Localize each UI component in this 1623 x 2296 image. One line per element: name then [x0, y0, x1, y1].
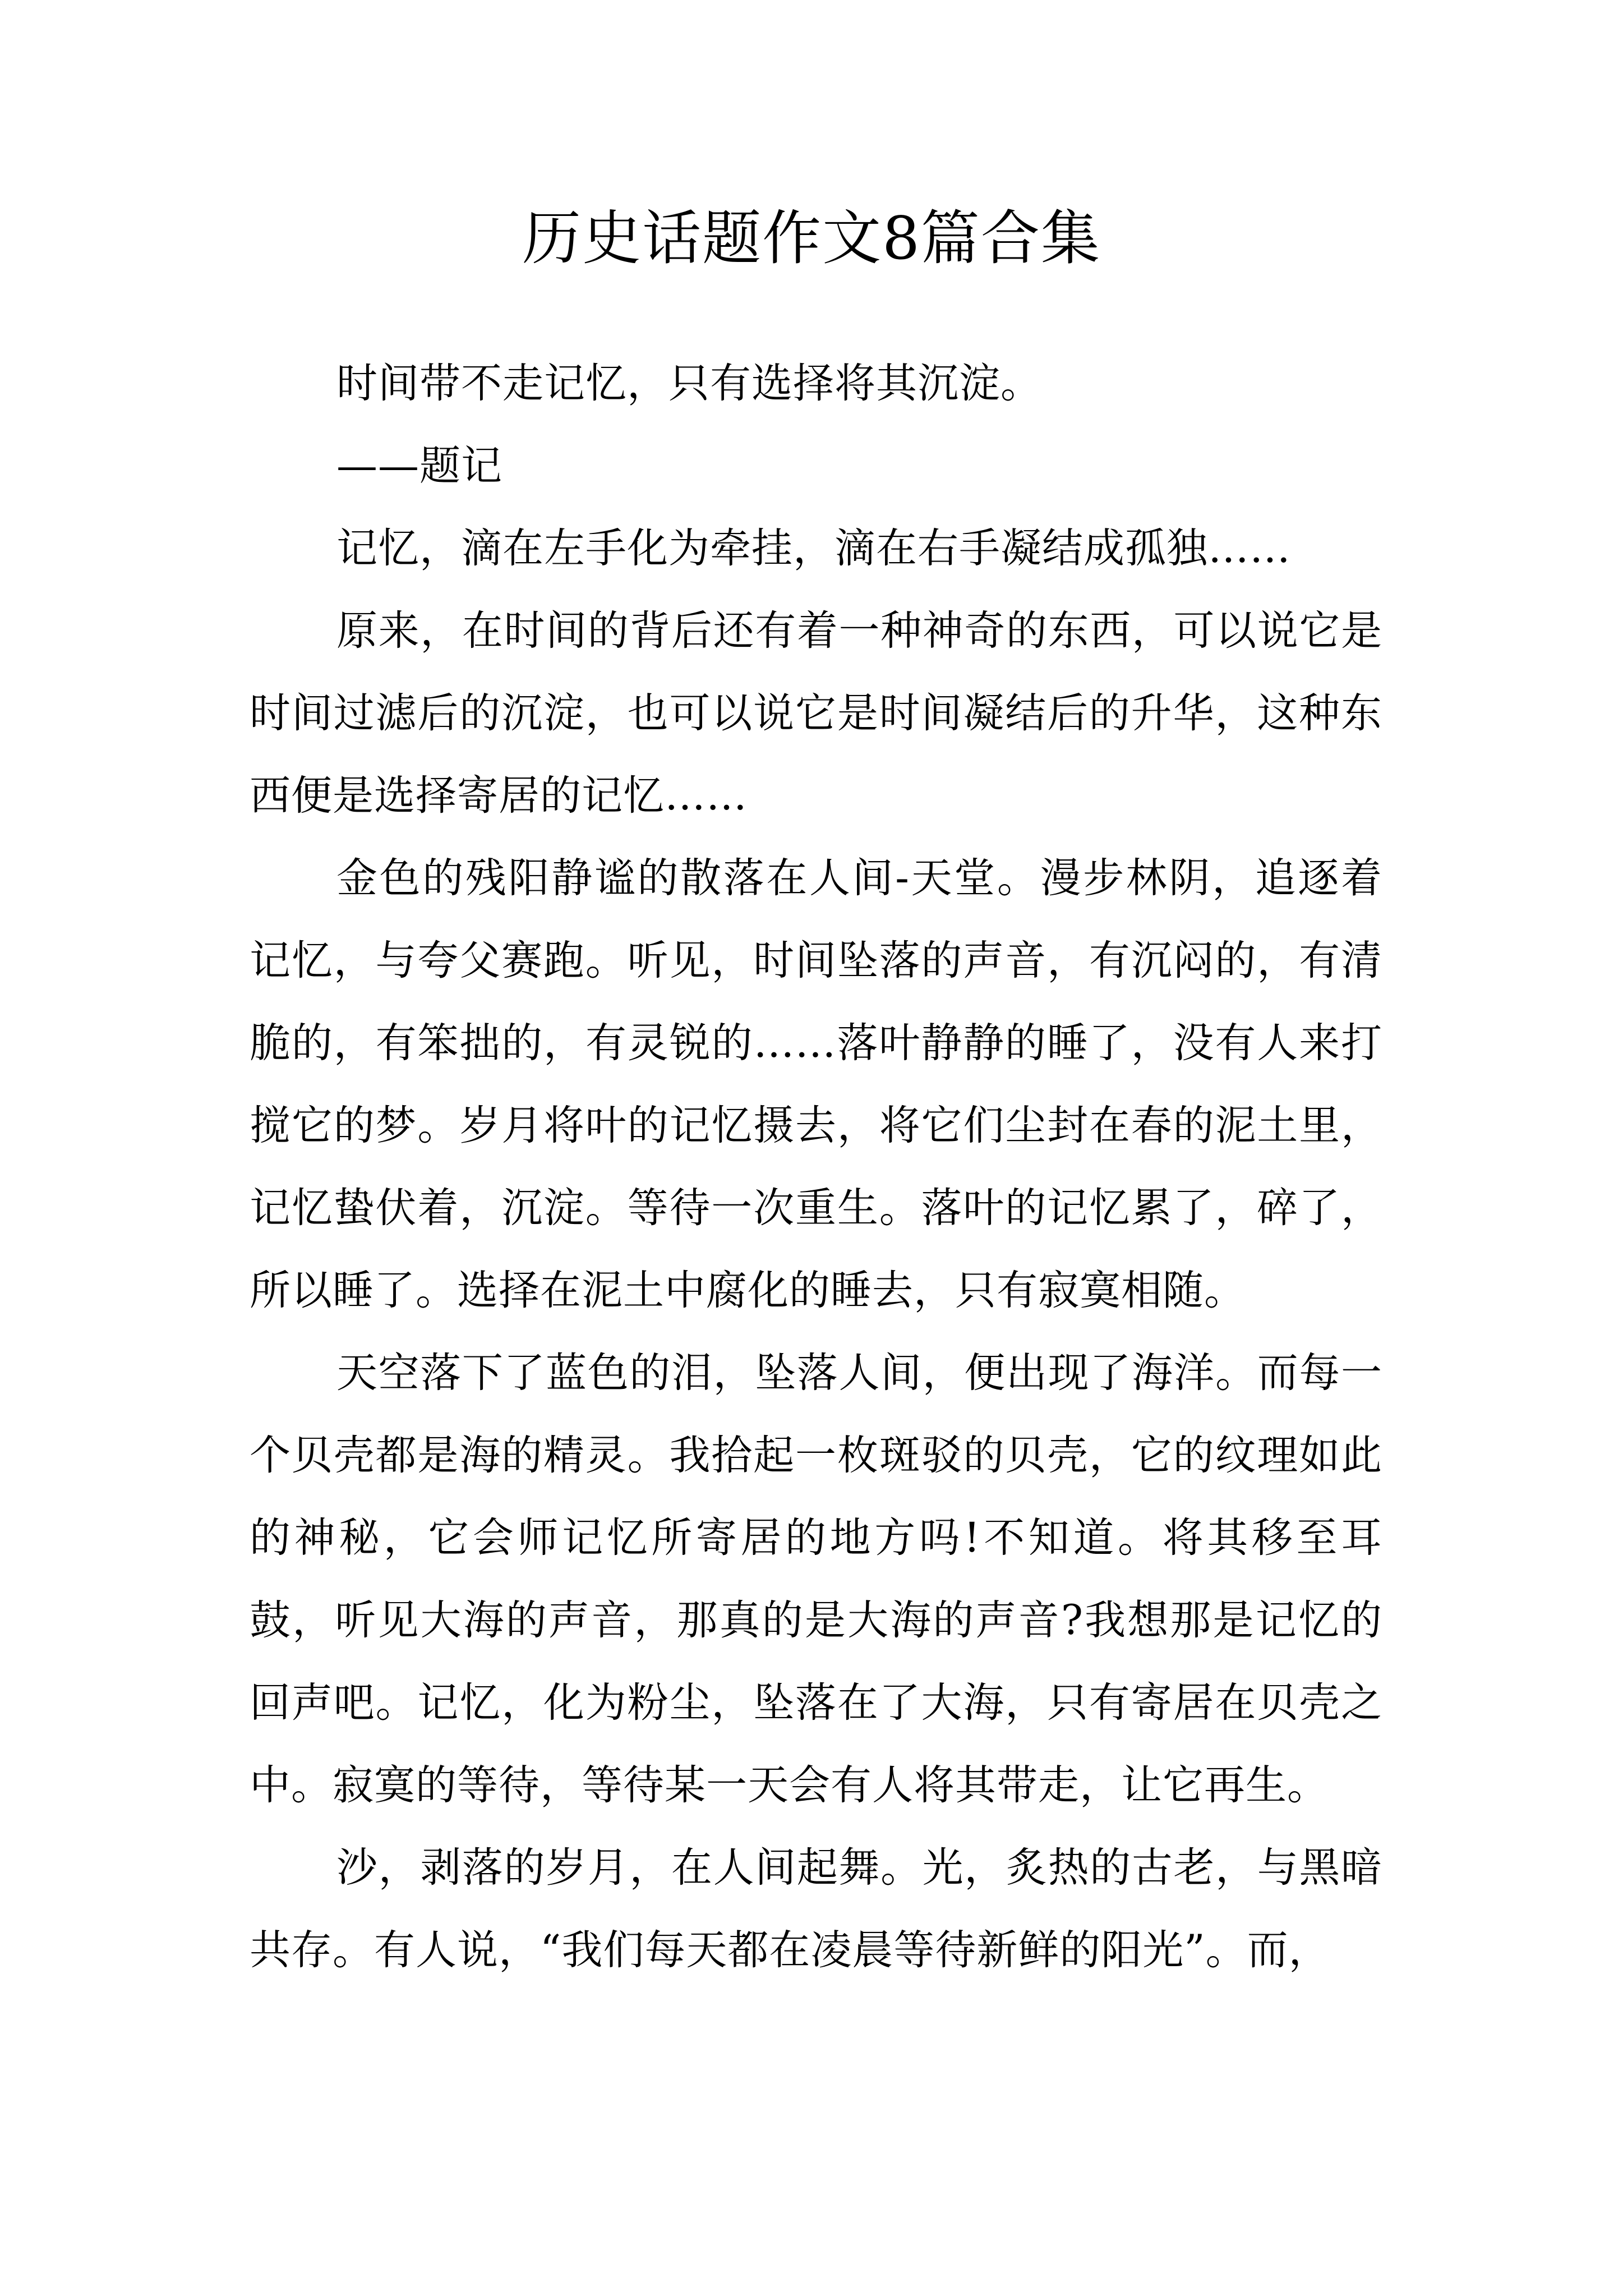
paragraph: 沙，剥落的岁月，在人间起舞。光，炙热的古老，与黑暗共存。有人说，“我们每天都在凌晨等待新鲜的阳光”。而， [250, 1844, 1382, 1974]
paragraph: 原来，在时间的背后还有着一种神奇的东西，可以说它是时间过滤后的沉淀，也可以说它是时间凝结后的升华，这种东西便是选择寄居的记忆…… [250, 607, 1382, 820]
paragraph: 金色的残阳静谧的散落在人间-天堂。漫步林阴，追逐着记忆，与夸父赛跑。听见，时间坠落的声音，有沉闷的，有清脆的，有笨拙的，有灵锐的……落叶静静的睡了，没有人来打搅它的梦。岁月将叶的记忆摄去，将它们尘封在春的泥土里，记忆蛰伏着，沉淀。等待一次重生。落叶的记忆累了，碎了，所以睡了。选择在泥土中腐化的睡去，只有寂寞相随。 [250, 854, 1382, 1314]
paragraph: 记忆，滴在左手化为牵挂，滴在右手凝结成孤独…… [336, 524, 1291, 572]
document-body [250, 342, 1382, 1991]
document-title: 历史话题作文8篇合集 [522, 204, 1101, 273]
paragraph: 天空落下了蓝色的泪，坠落人间，便出现了海洋。而每一个贝壳都是海的精灵。我拾起一枚斑驳的贝壳，它的纹理如此的神秘，它会师记忆所寄居的地方吗!不知道。将其移至耳鼓，听见大海的声音，那真的是大海的声音?我想那是记忆的回声吧。记忆，化为粉尘，坠落在了大海，只有寄居在贝壳之中。寂寞的等待，等待某一天会有人将其带走，让它再生。 [250, 1349, 1382, 1809]
epigraph: 时间带不走记忆，只有选择将其沉淀。 [336, 360, 1042, 407]
epigraph-attribution: ——题记 [336, 442, 502, 490]
